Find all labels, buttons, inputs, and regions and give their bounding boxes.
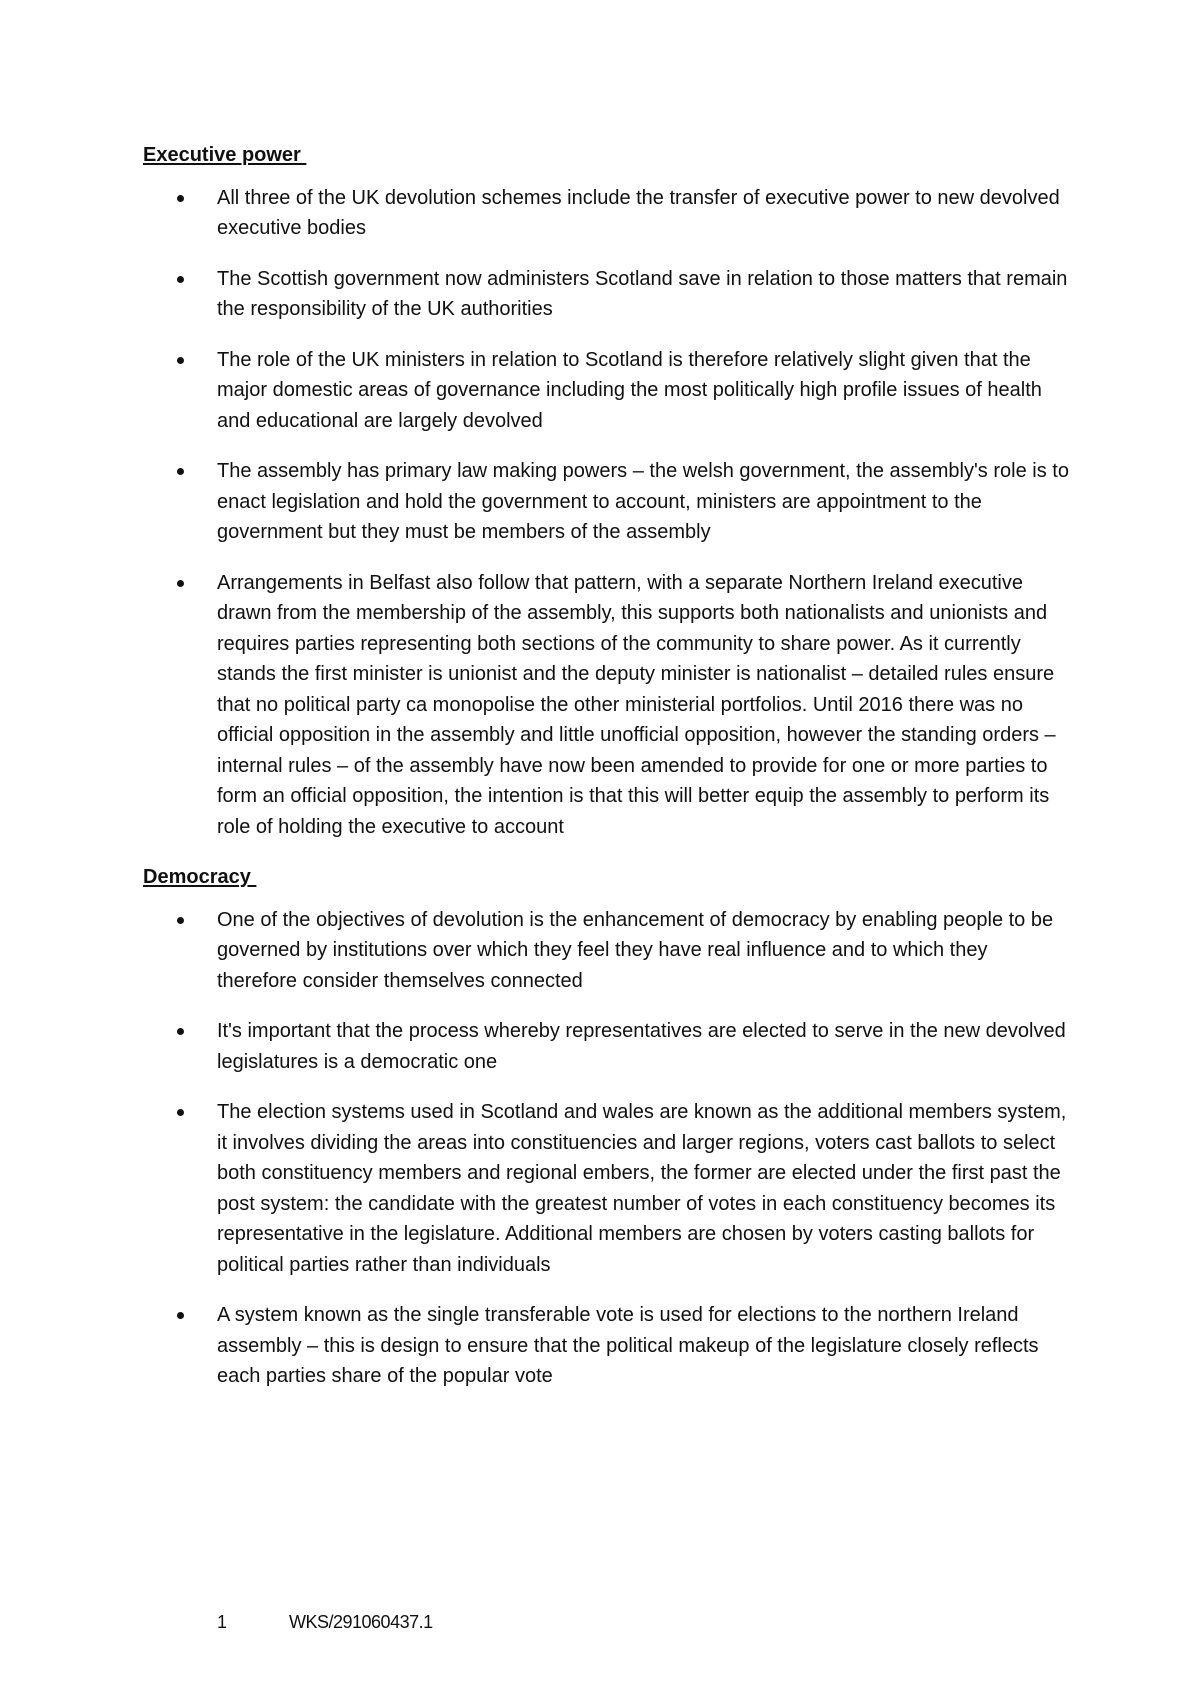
section-heading: Executive power (143, 144, 307, 166)
list-item (143, 1097, 1073, 1280)
list-item-text: The role of the UK ministers in relation to Scotland is therefore relatively slight given that the major domestic areas of governance including the most politically high profile issues of health and educational are largely devolved (217, 348, 1042, 432)
bullet-icon (177, 1109, 184, 1116)
list-item (143, 568, 1073, 843)
bullet-icon (177, 917, 184, 924)
list-item-text: The assembly has primary law making powers – the welsh government, the assembly's role is to enact legislation and hold the government to account, ministers are appointment to the government but they must be members of the assembly (217, 460, 1069, 543)
bullet-icon (177, 276, 184, 283)
section-democracy (143, 862, 1073, 1392)
document-body (143, 140, 1073, 1412)
list-item-text: The Scottish government now administers Scotland save in relation to those matters that remain the responsibility of the UK authorities (217, 267, 1068, 320)
bullet-icon (177, 357, 184, 364)
bullet-icon (177, 1028, 184, 1035)
bullet-icon (177, 468, 184, 475)
list-item (143, 183, 1073, 244)
list-item-text: A system known as the single transferable vote is used for elections to the northern Ireland assembly – this is design to ensure that the political makeup of the legislature closely reflects each parties share of the popular vote (217, 1304, 1039, 1387)
section-executive-power (143, 140, 1073, 842)
bullet-icon (177, 195, 184, 202)
list-item-text: All three of the UK devolution schemes include the transfer of executive power to new devolved executive bodies (217, 186, 1060, 239)
list-item (143, 345, 1073, 437)
list-item (143, 264, 1073, 325)
list-item (143, 1016, 1073, 1077)
list-item-text: Arrangements in Belfast also follow that pattern, with a separate Northern Ireland executive drawn from the membership of the assembly, this supports both nationalists and unionists and requires parties representing both sections of the community to share power. As it currently stands the first minister is unionist and the deputy minister is nationalist – detailed rules ensure that no political party ca monopolise the other ministerial portfolios. Until 2016 there was no official opposition in the assembly and little unofficial opposition, however the standing orders – internal rules – of the assembly have now been amended to provide for one or more parties to form an official opposition, the intention is that this will better equip the assembly to perform its role of holding the executive to account (217, 571, 1056, 838)
bullet-icon (177, 1312, 184, 1319)
document-reference: WKS/291060437.1 (289, 1612, 433, 1632)
list-item-text: The election systems used in Scotland and wales are known as the additional members system, it involves dividing the areas into constituencies and larger regions, voters cast ballots to select both constituency members and regional embers, the former are elected under the first past the post system: the candidate with the greatest number of votes in each constituency becomes its representative in the legislature. Additional members are chosen by voters casting ballots for political parties rather than individuals (217, 1101, 1067, 1276)
bullet-list (143, 183, 1073, 843)
list-item (143, 456, 1073, 548)
section-heading: Democracy (143, 866, 257, 888)
page-number: 1 (217, 1612, 228, 1632)
list-item-text: It's important that the process whereby representatives are elected to serve in the new devolved legislatures is a democratic one (217, 1020, 1066, 1073)
list-item-text: One of the objectives of devolution is the enhancement of democracy by enabling people to be governed by institutions over which they feel they have real influence and to which they therefore consider themselves connected (217, 908, 1054, 992)
list-item (143, 1300, 1073, 1392)
list-item (143, 905, 1073, 997)
bullet-list (143, 905, 1073, 1392)
bullet-icon (177, 580, 184, 587)
